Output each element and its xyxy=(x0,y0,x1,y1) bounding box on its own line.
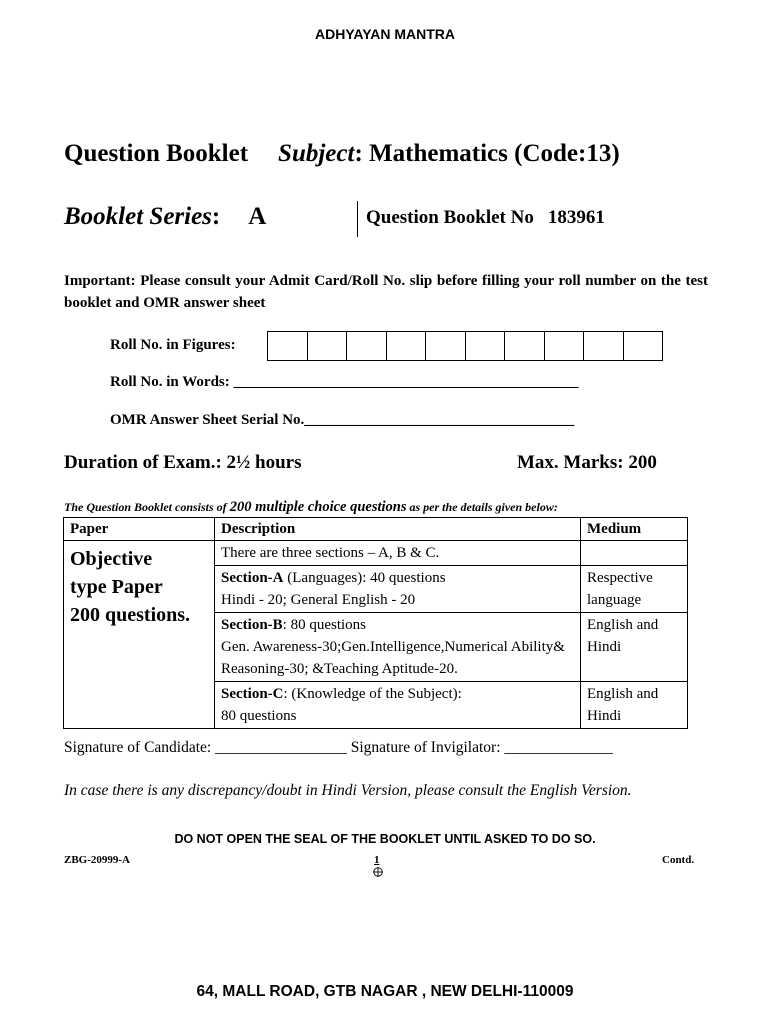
description-intro: There are three sections – A, B & C. xyxy=(215,541,581,566)
header-description: Description xyxy=(215,518,581,541)
section-c-line2: 80 questions xyxy=(221,708,297,724)
consists-suffix: as per the details given below: xyxy=(409,500,558,514)
title-row xyxy=(64,140,620,168)
contd-label: Contd. xyxy=(662,854,695,866)
registration-mark-icon xyxy=(373,864,383,882)
roll-figures-label: Roll No. in Figures: xyxy=(110,337,236,353)
subject-value: : Mathematics (Code:13) xyxy=(354,140,620,167)
roll-digit-box[interactable] xyxy=(584,332,624,360)
roll-digit-box[interactable] xyxy=(347,332,387,360)
footer-address: 64, MALL ROAD, GTB NAGAR , NEW DELHI-110009 xyxy=(196,983,574,1000)
roll-digit-box[interactable] xyxy=(624,332,663,360)
max-marks: Max. Marks: 200 xyxy=(517,452,657,473)
series-row xyxy=(64,203,266,231)
booklet-no-value: 183961 xyxy=(547,207,605,228)
consists-prefix: The Question Booklet consists of xyxy=(64,500,227,514)
paper-line-3: 200 questions. xyxy=(70,604,191,626)
roll-number-boxes[interactable] xyxy=(267,331,663,361)
header-medium: Medium xyxy=(581,518,688,541)
roll-digit-box[interactable] xyxy=(466,332,506,360)
series-value: A xyxy=(248,203,267,230)
section-c-medium: English and Hindi xyxy=(581,682,688,729)
roll-digit-box[interactable] xyxy=(308,332,348,360)
section-c-cell xyxy=(215,682,581,729)
omr-serial-field[interactable]: OMR Answer Sheet Serial No.____________________________________ xyxy=(110,412,575,428)
roll-digit-box[interactable] xyxy=(268,332,308,360)
seal-warning: DO NOT OPEN THE SEAL OF THE BOOKLET UNTIL ASKED TO DO SO. xyxy=(174,832,596,846)
booklet-code: ZBG-20999-A xyxy=(64,854,130,866)
paper-line-1: Objective xyxy=(70,548,153,570)
section-b-line2: Gen. Awareness-30;Gen.Intelligence,Numerical Ability& Reasoning-30; &Teaching Aptitude-20. xyxy=(221,639,565,677)
roll-digit-box[interactable] xyxy=(426,332,466,360)
section-a-title: Section-A xyxy=(221,570,284,586)
series-colon: : xyxy=(211,203,221,230)
section-a-rest: (Languages): 40 questions xyxy=(283,570,446,586)
section-a-medium: Respective language xyxy=(581,566,688,613)
consists-note xyxy=(64,499,558,516)
roll-digit-box[interactable] xyxy=(545,332,585,360)
roll-digit-box[interactable] xyxy=(505,332,545,360)
section-c-rest: : (Knowledge of the Subject): xyxy=(283,686,462,702)
section-b-title: Section-B xyxy=(221,617,283,633)
section-a-cell xyxy=(215,566,581,613)
section-c-title: Section-C xyxy=(221,686,284,702)
discrepancy-note: In case there is any discrepancy/doubt in Hindi Version, please consult the English Version. xyxy=(64,782,632,799)
series-label: Booklet Series xyxy=(64,203,212,230)
roll-digit-box[interactable] xyxy=(387,332,427,360)
section-b-cell xyxy=(215,613,581,682)
paper-cell xyxy=(64,541,215,729)
header-paper: Paper xyxy=(64,518,215,541)
booklet-number xyxy=(366,207,605,229)
consists-count: 200 multiple choice questions xyxy=(229,499,407,515)
paper-details-table xyxy=(63,517,688,729)
exam-duration: Duration of Exam.: 2½ hours xyxy=(64,452,302,473)
medium-intro xyxy=(581,541,688,566)
section-b-rest: : 80 questions xyxy=(282,617,367,633)
table-header-row xyxy=(64,518,688,541)
booklet-title: Question Booklet xyxy=(64,140,249,167)
signature-lines[interactable]: Signature of Candidate: _________________ Signature of Invigilator: ______________ xyxy=(64,739,613,756)
header-brand: ADHYAYAN MANTRA xyxy=(314,26,456,42)
important-note: Important: Please consult your Admit Card/Roll No. slip before filling your roll number on the test booklet and OMR answer sheet xyxy=(64,273,708,311)
vertical-divider xyxy=(357,201,358,237)
roll-words-field[interactable]: Roll No. in Words: ______________________________________________ xyxy=(110,374,579,390)
table-row-intro xyxy=(64,541,688,566)
section-b-medium: English and Hindi xyxy=(581,613,688,682)
section-a-line2: Hindi - 20; General English - 20 xyxy=(221,592,416,608)
subject-label: Subject xyxy=(278,140,355,167)
booklet-no-label: Question Booklet No xyxy=(366,207,534,228)
page-number: 1 xyxy=(374,854,380,866)
paper-line-2: type Paper xyxy=(70,576,163,598)
